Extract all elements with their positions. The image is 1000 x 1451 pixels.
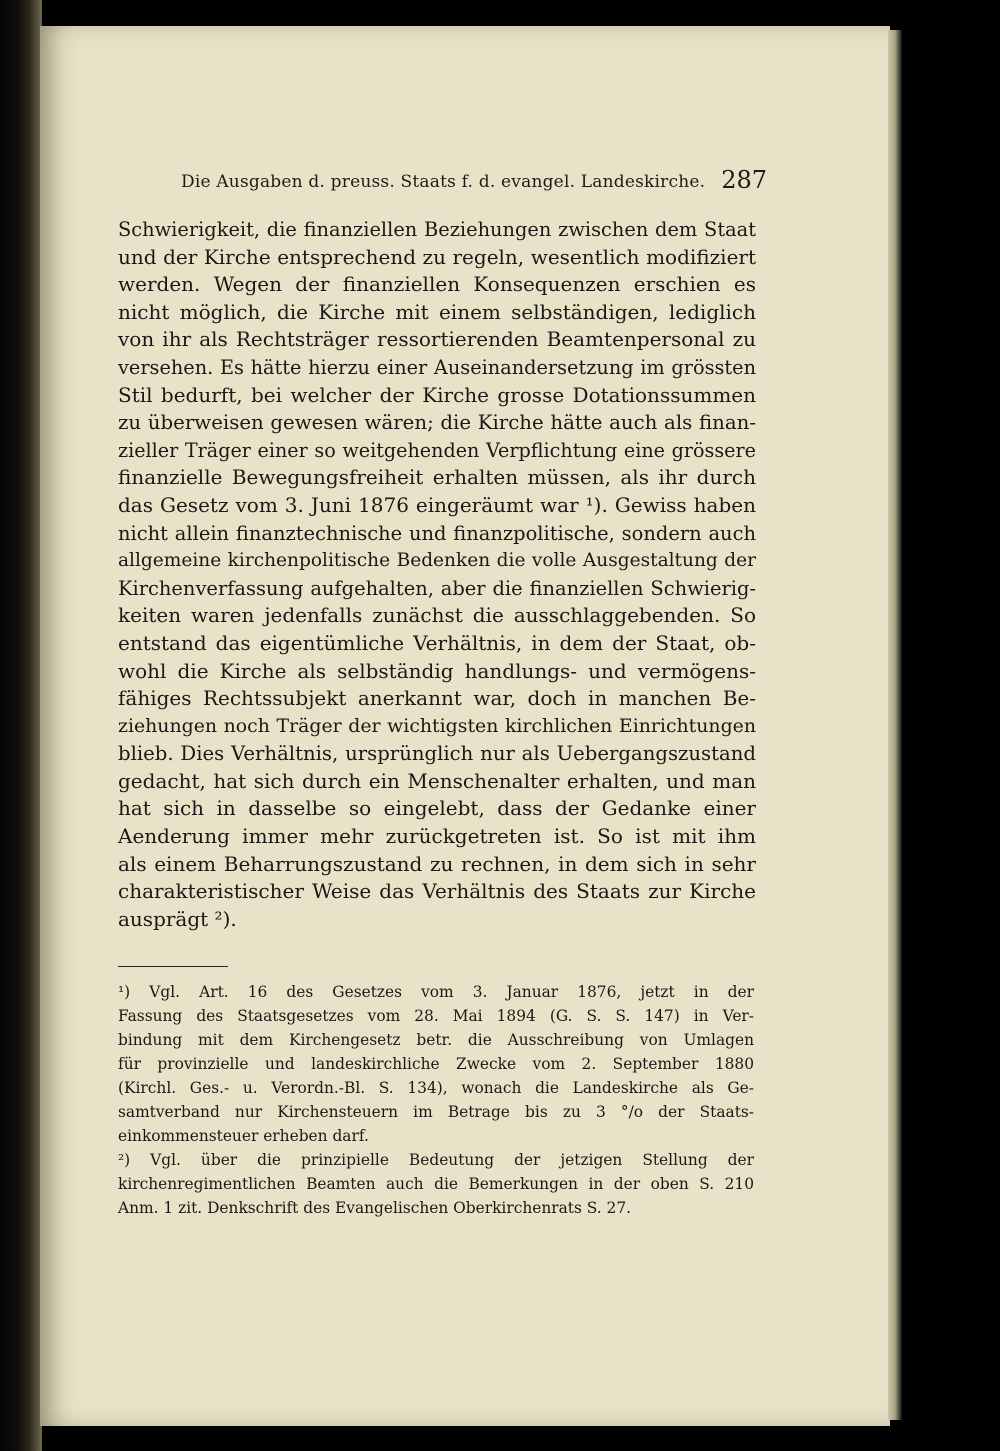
body-text	[118, 216, 756, 933]
body-line: allgemeine kirchenpolitische Bedenken die volle Ausgestaltung der	[118, 550, 756, 572]
body-line: keiten waren jedenfalls zunächst die ausschlaggebenden. So	[118, 603, 756, 628]
footnote-1-line: ¹) Vgl. Art. 16 des Gesetzes vom 3. Januar 1876, jetzt in der	[118, 983, 754, 1001]
running-head	[181, 166, 767, 202]
body-line: und der Kirche entsprechend zu regeln, wesentlich modifiziert	[118, 244, 756, 269]
footnotes	[118, 980, 754, 1220]
book-spine-edge	[0, 0, 42, 1451]
body-line: hat sich in dasselbe so eingelebt, dass der Gedanke einer	[118, 796, 756, 821]
footnote-2-line: ²) Vgl. über die prinzipielle Bedeutung der jetzigen Stellung der	[118, 1151, 754, 1169]
footnote-2-line-last: Anm. 1 zit. Denkschrift des Evangelischen Oberkirchenrats S. 27.	[118, 1199, 632, 1217]
body-line: gedacht, hat sich durch ein Menschenalter erhalten, und man	[118, 768, 756, 793]
footnote-1-line: für provinzielle und landeskirchliche Zwecke vom 2. September 1880	[118, 1055, 754, 1073]
body-line: werden. Wegen der finanziellen Konsequenzen erschien es	[118, 272, 756, 297]
body-line: charakteristischer Weise das Verhältnis des Staats zur Kirche	[118, 879, 756, 904]
footnote-2-line: kirchenregimentlichen Beamten auch die Bemerkungen in der oben S. 210	[118, 1175, 754, 1193]
running-title: Die Ausgaben d. preuss. Staats f. d. evangel. Landeskirche.	[181, 172, 706, 192]
body-line-last: ausprägt ²).	[118, 906, 237, 931]
body-line: finanzielle Bewegungsfreiheit erhalten müssen, als ihr durch	[118, 465, 756, 490]
body-line: Schwierigkeit, die finanziellen Beziehungen zwischen dem Staat	[118, 218, 756, 241]
footnote-1-line: Fassung des Staatsgesetzes vom 28. Mai 1894 (G. S. S. 147) in Ver-	[118, 1007, 754, 1025]
body-line: von ihr als Rechtsträger ressortierenden Beamtenpersonal zu	[118, 327, 756, 352]
body-line: Aenderung immer mehr zurückgetreten ist. So ist mit ihm	[118, 824, 756, 849]
body-line: Kirchenverfassung aufgehalten, aber die finanziellen Schwierig-	[118, 576, 756, 600]
body-line: nicht allein finanztechnische und finanzpolitische, sondern auch	[118, 521, 756, 545]
page-right-edge	[888, 30, 902, 1420]
body-line: ziehungen noch Träger der wichtigsten kirchlichen Einrichtungen	[118, 714, 756, 737]
body-line: zieller Träger einer so weitgehenden Verpflichtung eine grössere	[118, 438, 756, 462]
body-line: entstand das eigentümliche Verhältnis, in dem der Staat, ob-	[118, 630, 756, 655]
body-line: versehen. Es hätte hierzu einer Auseinandersetzung im grössten	[118, 355, 756, 379]
footnote-1-line: bindung mit dem Kirchengesetz betr. die Ausschreibung von Umlagen	[118, 1031, 754, 1049]
body-line: fähiges Rechtssubjekt anerkannt war, doch in manchen Be-	[118, 686, 756, 711]
body-line: das Gesetz vom 3. Juni 1876 eingeräumt war ¹). Gewiss haben	[118, 492, 756, 517]
body-line: wohl die Kirche als selbständig handlungs- und vermögens-	[118, 658, 756, 683]
body-line: blieb. Dies Verhältnis, ursprünglich nur als Uebergangszustand	[118, 742, 756, 766]
footnote-1-line-last: einkommensteuer erheben darf.	[118, 1127, 369, 1145]
footnote-1-line: (Kirchl. Ges.- u. Verordn.-Bl. S. 134), wonach die Landeskirche als Ge-	[118, 1079, 754, 1097]
footnote-1-line: samtverband nur Kirchensteuern im Betrage bis zu 3 °/o der Staats-	[118, 1103, 754, 1121]
footnote-separator	[118, 966, 228, 967]
page-number: 287	[721, 166, 767, 194]
body-line: nicht möglich, die Kirche mit einem selbständigen, lediglich	[118, 299, 756, 324]
body-line: zu überweisen gewesen wären; die Kirche hätte auch als finan-	[118, 411, 756, 435]
body-line: Stil bedurft, bei welcher der Kirche grosse Dotationssummen	[118, 382, 756, 407]
body-line: als einem Beharrungszustand zu rechnen, in dem sich in sehr	[118, 851, 756, 876]
